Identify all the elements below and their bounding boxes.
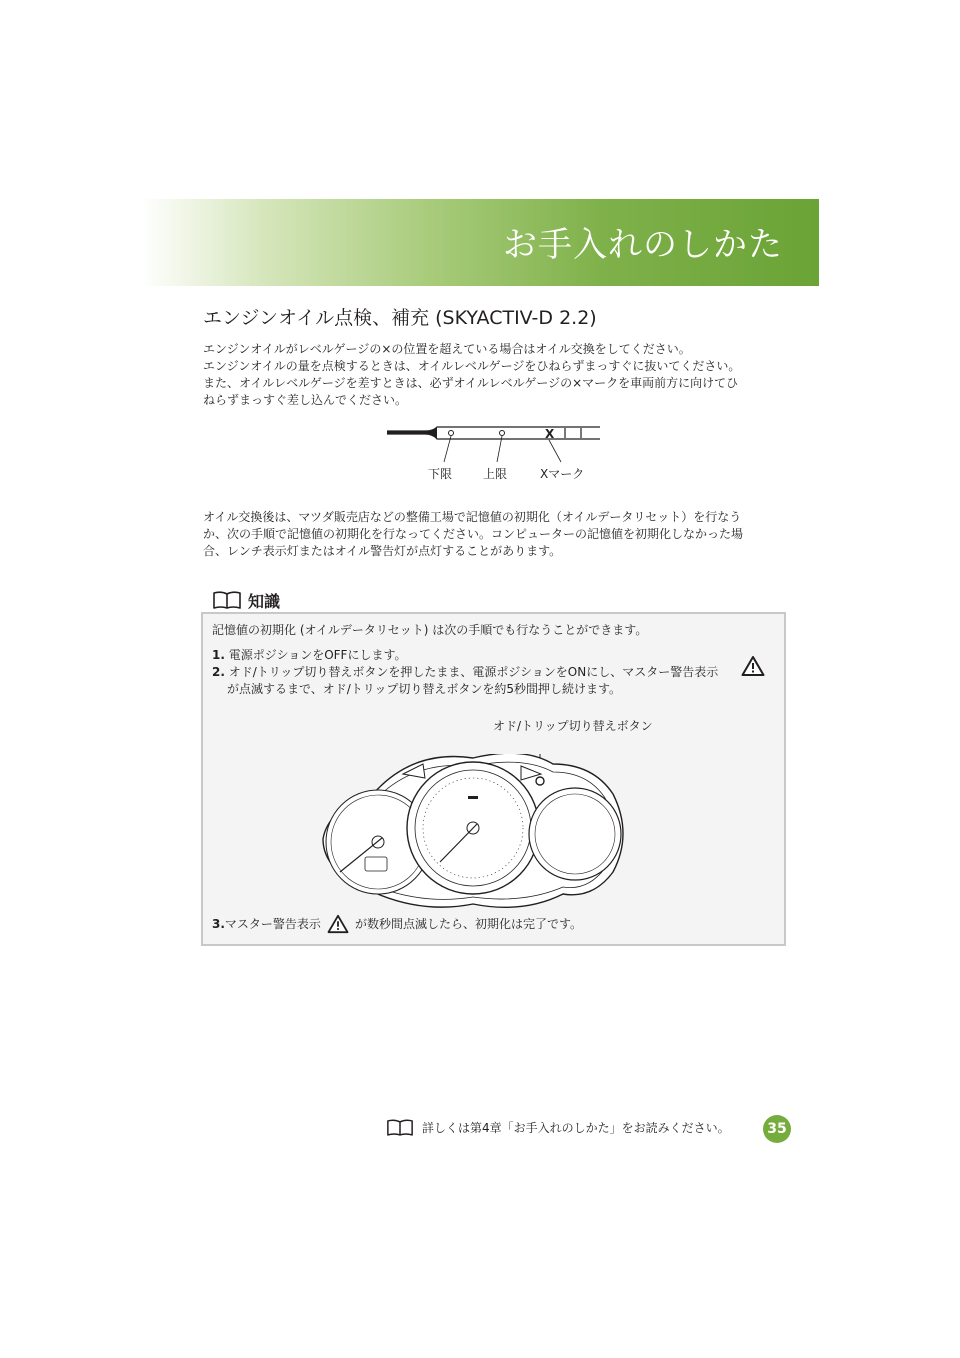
note-heading [212, 588, 280, 612]
label-lower-limit: 下限 [428, 467, 453, 481]
label-upper-limit: 上限 [483, 467, 508, 481]
after-change-paragraph [203, 509, 793, 560]
speedometer-unit-label [468, 796, 478, 799]
odo-trip-button-callout: オド/トリップ切り替えボタン [493, 719, 653, 733]
footer-reference [386, 1118, 730, 1137]
dipstick-x-mark: X [545, 427, 555, 441]
step-text: マスター警告表示 [224, 916, 321, 931]
footer-text: 詳しくは第4章「お手入れのしかた」をお読みください。 [422, 1121, 730, 1135]
step-number: 2. [212, 665, 225, 679]
intro-line: ねらずまっすぐ差し込んでください。 [203, 393, 408, 407]
multi-info-display-inner [535, 794, 615, 874]
warning-triangle-icon [327, 914, 349, 934]
after-line: 合、レンチ表示灯またはオイル警告灯が点灯することがあります。 [203, 544, 562, 558]
step-text: 電源ポジションをOFFにします。 [228, 648, 407, 662]
step-2 [212, 664, 772, 681]
note-box [201, 612, 786, 946]
step-text: が数秒間点滅したら、初期化は完了です。 [354, 916, 582, 931]
book-icon [212, 590, 242, 610]
intro-line: エンジンオイルの量を点検するときは、オイルレベルゲージをひねらずまっすぐに抜いてください。 [203, 359, 741, 373]
step-2-continuation: が点滅するまで、オド/トリップ切り替えボタンを約5秒間押し続けます。 [227, 682, 622, 696]
dipstick-illustration [385, 418, 615, 488]
dipstick-handle-fill [387, 427, 437, 439]
dipstick-lower-mark [449, 431, 454, 436]
intro-paragraph [203, 341, 793, 409]
tachometer-display [365, 857, 387, 871]
intro-line: また、オイルレベルゲージを差すときは、必ずオイルレベルゲージの×マークを車両前方に向けてひ [203, 376, 739, 390]
dipstick-upper-mark [500, 431, 505, 436]
page-title: お手入れのしかた [503, 225, 783, 265]
book-icon [386, 1118, 414, 1137]
step-1 [212, 647, 407, 664]
header-band [141, 199, 819, 286]
intro-line: エンジンオイルがレベルゲージの×の位置を超えている場合はオイル交換をしてください。 [203, 342, 691, 356]
leader-line-xmark [549, 440, 561, 462]
leader-line-lower [444, 436, 451, 462]
section-title: エンジンオイル点検、補充 (SKYACTIV-D 2.2) [203, 307, 597, 329]
step-3 [212, 914, 582, 934]
after-line: オイル交換後は、マツダ販売店などの整備工場で記憶値の初期化（オイルデータリセット）を行なう [203, 510, 742, 524]
step-number: 3. [212, 916, 225, 931]
step-text: オド/トリップ切り替えボタンを押したまま、電源ポジションをONにし、マスター警告表示 [228, 665, 719, 679]
page-number: 35 [763, 1115, 791, 1143]
after-line: か、次の手順で記憶値の初期化を行なってください。コンピューターの記憶値を初期化しなかった場 [203, 527, 744, 541]
warning-triangle-icon [741, 655, 765, 677]
label-x-mark: Xマーク [540, 467, 585, 481]
step-number: 1. [212, 648, 225, 662]
odo-trip-switch-button [536, 777, 544, 785]
leader-line-upper [497, 436, 502, 462]
note-intro: 記憶値の初期化 (オイルデータリセット) は次の手順でも行なうことができます。 [212, 623, 648, 637]
instrument-cluster-illustration [313, 754, 673, 914]
note-heading-label: 知識 [248, 591, 281, 611]
